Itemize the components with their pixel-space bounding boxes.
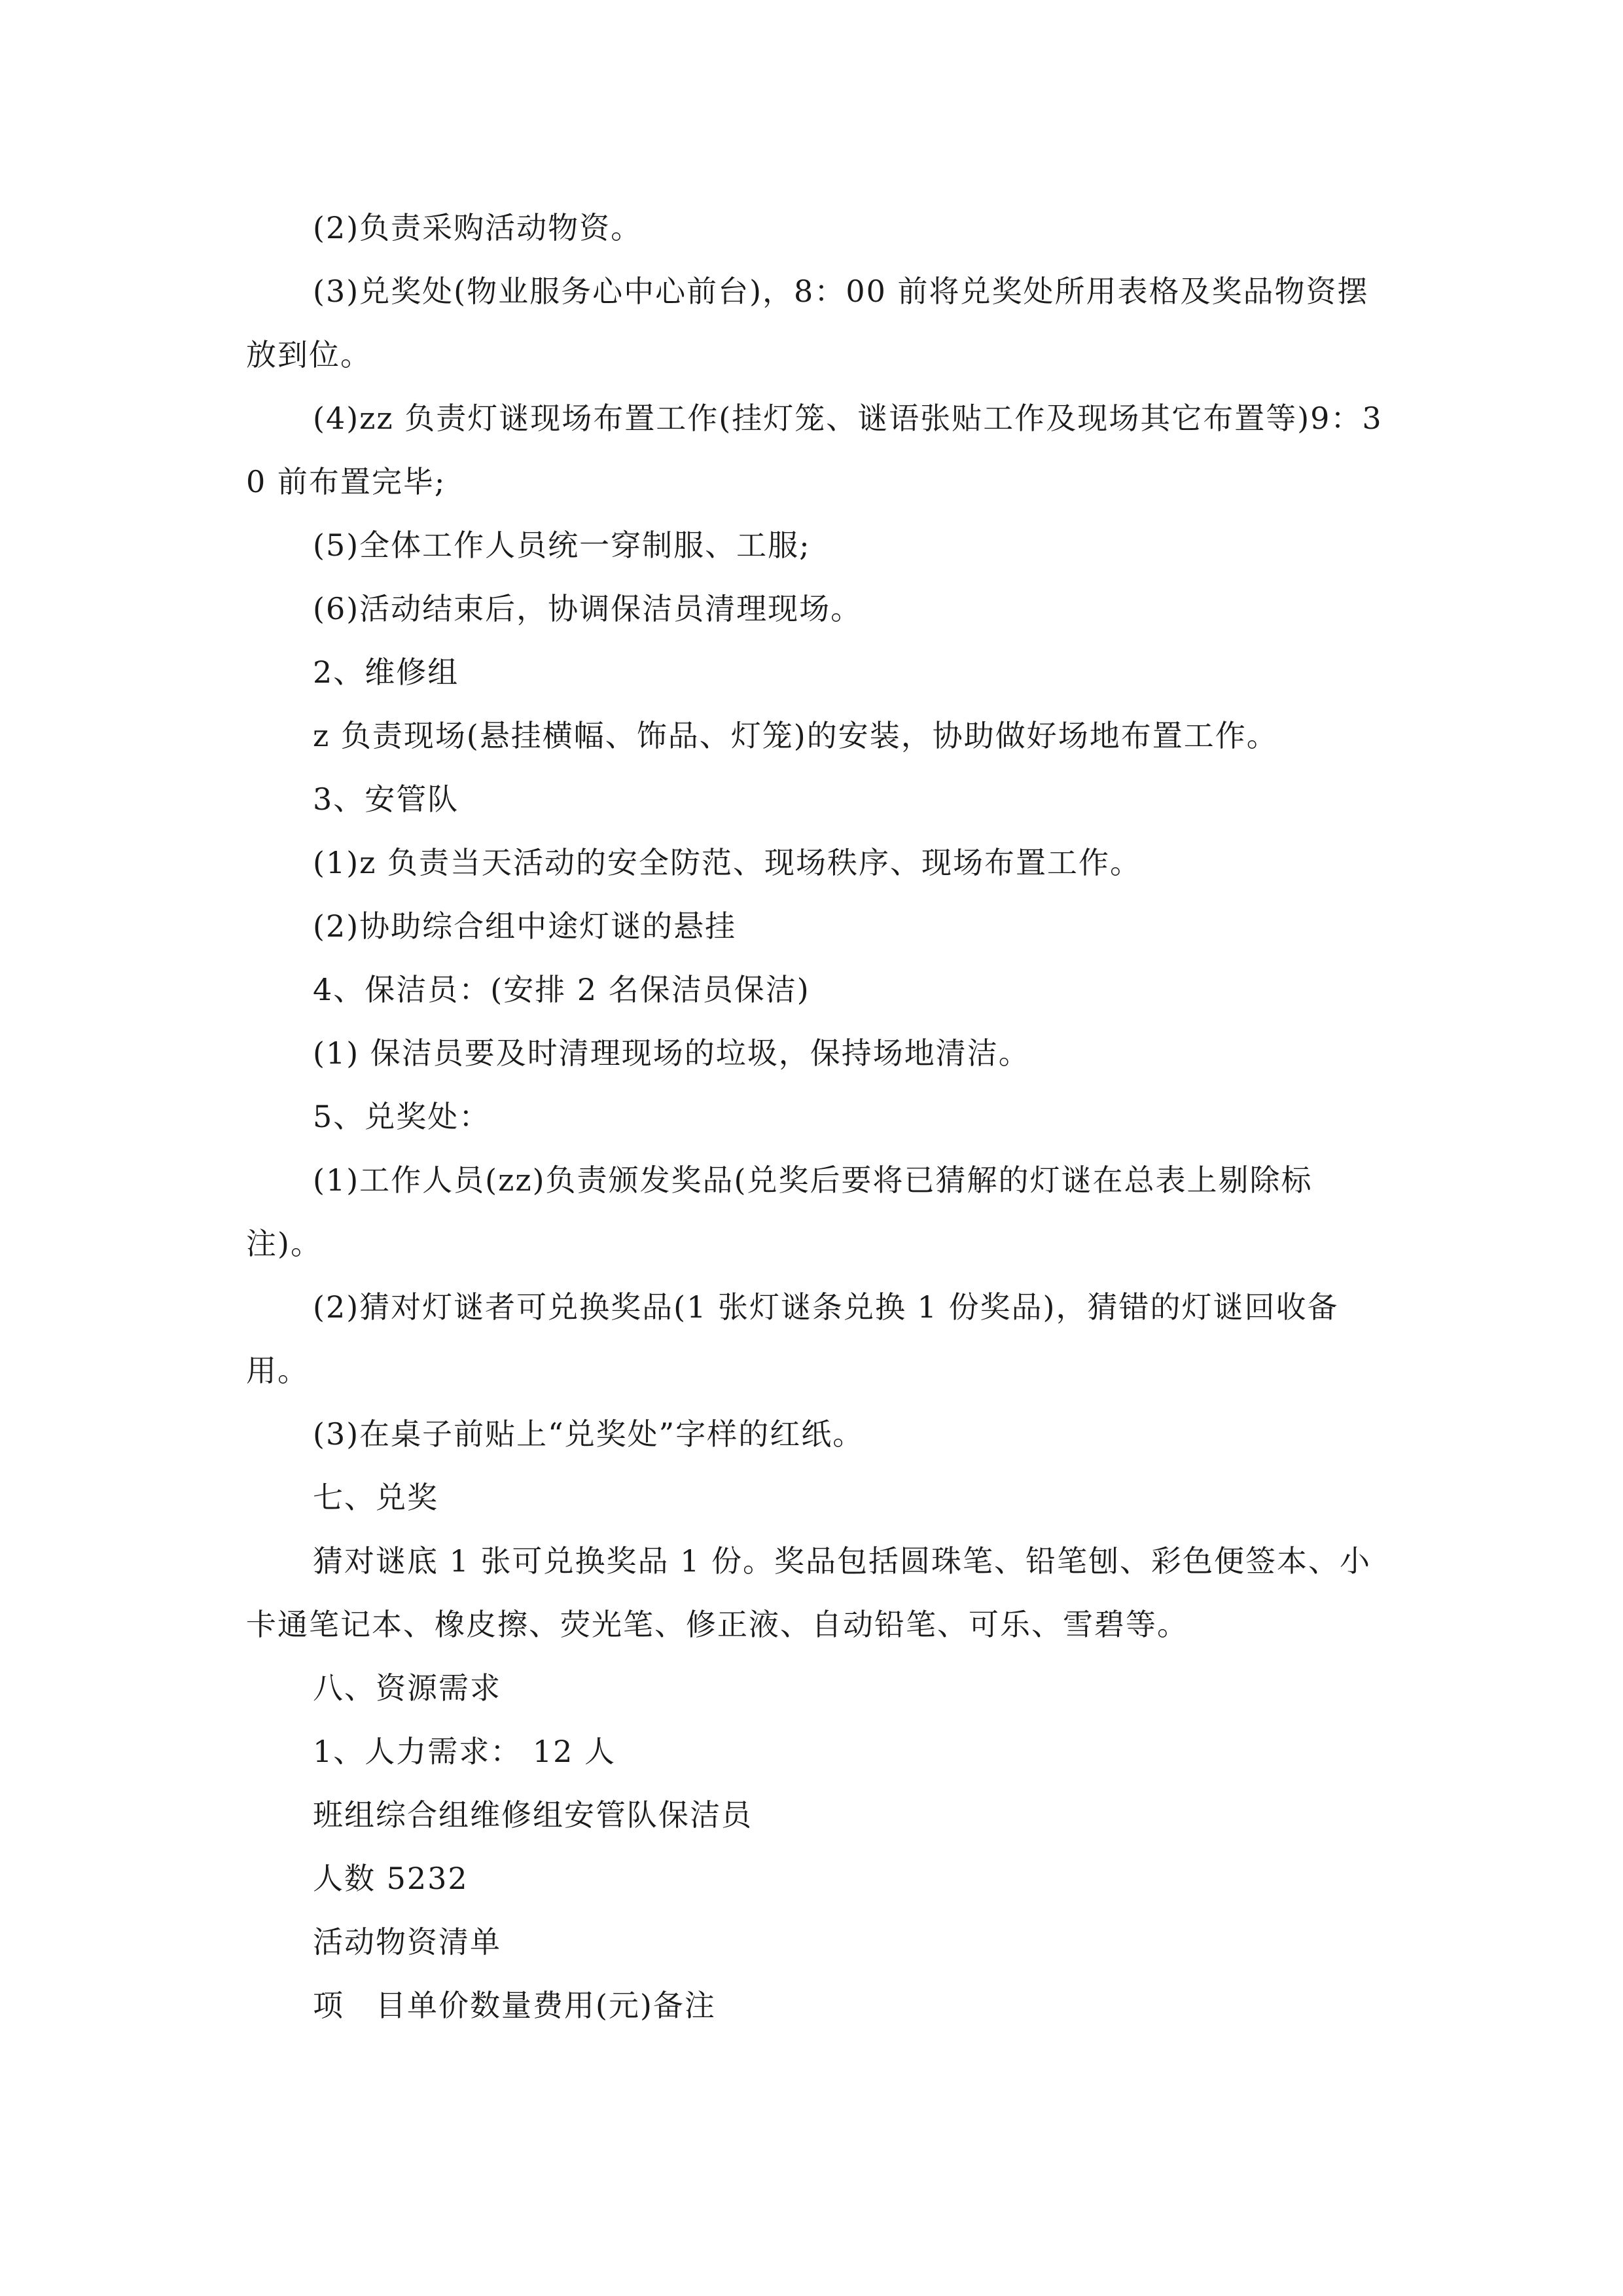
paragraph-prize-desk-setup: (3)兑奖处(物业服务心中心前台)，8：00 前将兑奖处所用表格及奖品物资摆放到位。 bbox=[246, 274, 1369, 372]
paragraph-uniforms: (5)全体工作人员统一穿制服、工服; bbox=[313, 528, 811, 563]
paragraph-cleaner-duties: (1) 保洁员要及时清理现场的垃圾，保持场地清洁。 bbox=[313, 1035, 1030, 1071]
paragraph-headcount: 人数 5232 bbox=[313, 1861, 469, 1896]
paragraph-purchase-materials: (2)负责采购活动物资。 bbox=[313, 210, 643, 245]
paragraph-security-assist: (2)协助综合组中途灯谜的悬挂 bbox=[313, 908, 737, 944]
heading-cleaners: 4、保洁员：(安排 2 名保洁员保洁) bbox=[313, 972, 810, 1007]
paragraph-security-duties: (1)z 负责当天活动的安全防范、现场秩序、现场布置工作。 bbox=[313, 845, 1142, 880]
heading-section-seven: 七、兑奖 bbox=[313, 1480, 438, 1515]
paragraph-table-header: 项 目单价数量费用(元)备注 bbox=[313, 1988, 716, 2023]
paragraph-maintenance-duties: z 负责现场(悬挂横幅、饰品、灯笼)的安装，协助做好场地布置工作。 bbox=[313, 718, 1278, 753]
paragraph-red-paper: (3)在桌子前贴上“兑奖处”字样的红纸。 bbox=[313, 1416, 865, 1452]
heading-maintenance-team: 2、维修组 bbox=[313, 655, 459, 690]
heading-materials-list: 活动物资清单 bbox=[313, 1924, 501, 1960]
paragraph-prize-distribution: (1)工作人员(zz)负责颁发奖品(兑奖后要将已猜解的灯谜在总表上剔除标注)。 bbox=[246, 1162, 1313, 1261]
heading-security-team: 3、安管队 bbox=[313, 781, 459, 817]
paragraph-cleanup-coordination: (6)活动结束后，协调保洁员清理现场。 bbox=[313, 591, 863, 626]
document-body bbox=[246, 196, 1385, 2037]
paragraph-riddle-site-layout: (4)zz 负责灯谜现场布置工作(挂灯笼、谜语张贴工作及现场其它布置等)9：30 前布置完毕; bbox=[246, 401, 1383, 499]
paragraph-staffing-needs: 1、人力需求： 12 人 bbox=[313, 1734, 616, 1769]
paragraph-team-list: 班组综合组维修组安管队保洁员 bbox=[313, 1797, 753, 1833]
paragraph-prize-exchange: (2)猜对灯谜者可兑换奖品(1 张灯谜条兑换 1 份奖品)，猜错的灯谜回收备用。 bbox=[246, 1289, 1339, 1388]
paragraph-prize-list: 猜对谜底 1 张可兑换奖品 1 份。奖品包括圆珠笔、铅笔刨、彩色便签本、小卡通笔记本、橡皮擦、荧光笔、修正液、自动铅笔、可乐、雪碧等。 bbox=[246, 1543, 1372, 1642]
heading-prize-desk: 5、兑奖处： bbox=[313, 1099, 491, 1134]
heading-section-eight: 八、资源需求 bbox=[313, 1670, 501, 1706]
